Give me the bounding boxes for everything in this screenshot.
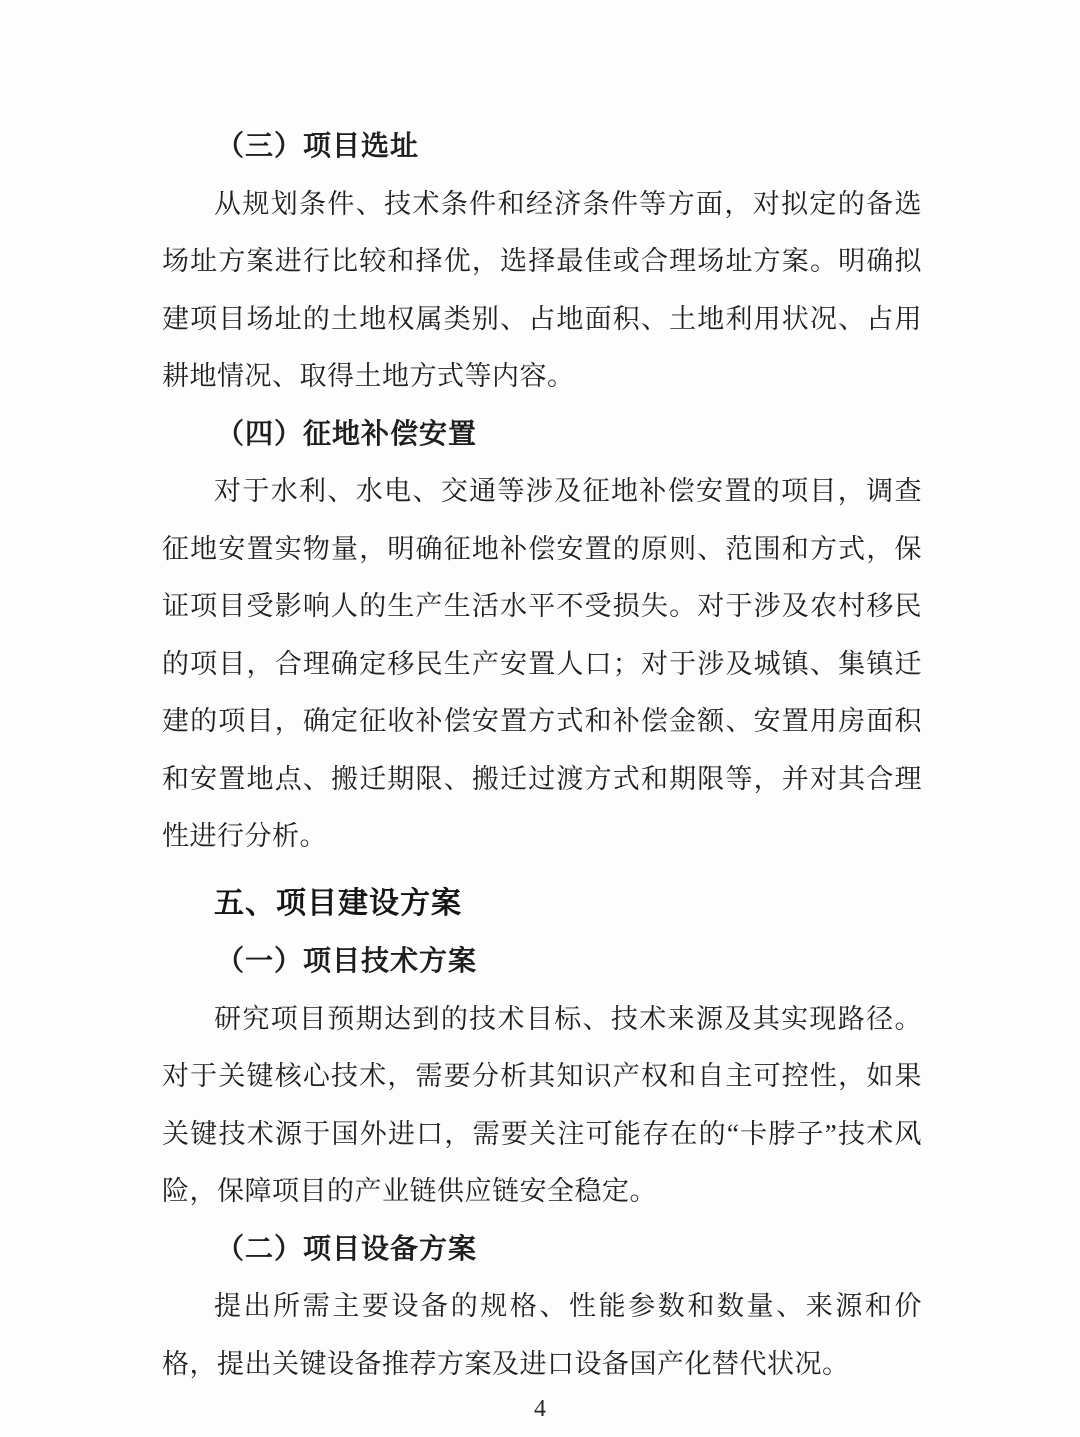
heading-technical-plan: （一）项目技术方案: [216, 946, 478, 977]
heading-land-compensation: （四）征地补偿安置: [216, 418, 478, 450]
heading-equipment-plan: （二）项目设备方案: [216, 1233, 478, 1265]
paragraph-site-selection: 从规划条件、技术条件和经济条件等方面，对拟定的备选场址方案进行比较和择优，选择最佳或合理场址方案。明确拟建项目场址的土地权属类别、占地面积、土地利用状况、占用耕地情况、取得土地方式等内容。: [162, 188, 922, 391]
paragraph-equipment-plan: 提出所需主要设备的规格、性能参数和数量、来源和价格，提出关键设备推荐方案及进口设备国产化替代状况。: [162, 1291, 922, 1379]
document-body: [162, 118, 922, 1393]
paragraph-technical-plan: 研究项目预期达到的技术目标、技术来源及其实现路径。对于关键核心技术，需要分析其知识产权和自主可控性，如果关键技术源于国外进口，需要关注可能存在的“卡脖子”技术风险，保障项目的产业链供应链安全稳定。: [162, 1003, 922, 1206]
heading-project-site-selection: （三）项目选址: [216, 131, 420, 162]
page-number: 4: [534, 1396, 546, 1422]
heading-chapter-construction-plan: 五、项目建设方案: [214, 886, 462, 920]
paragraph-land-compensation: 对于水利、水电、交通等涉及征地补偿安置的项目，调查征地安置实物量，明确征地补偿安置的原则、范围和方式，保证项目受影响人的生产生活水平不受损失。对于涉及农村移民的项目，合理确定移民生产安置人口；对于涉及城镇、集镇迁建的项目，确定征收补偿安置方式和补偿金额、安置用房面积和安置地点、搬迁期限、搬迁过渡方式和期限等，并对其合理性进行分析。: [162, 476, 922, 851]
